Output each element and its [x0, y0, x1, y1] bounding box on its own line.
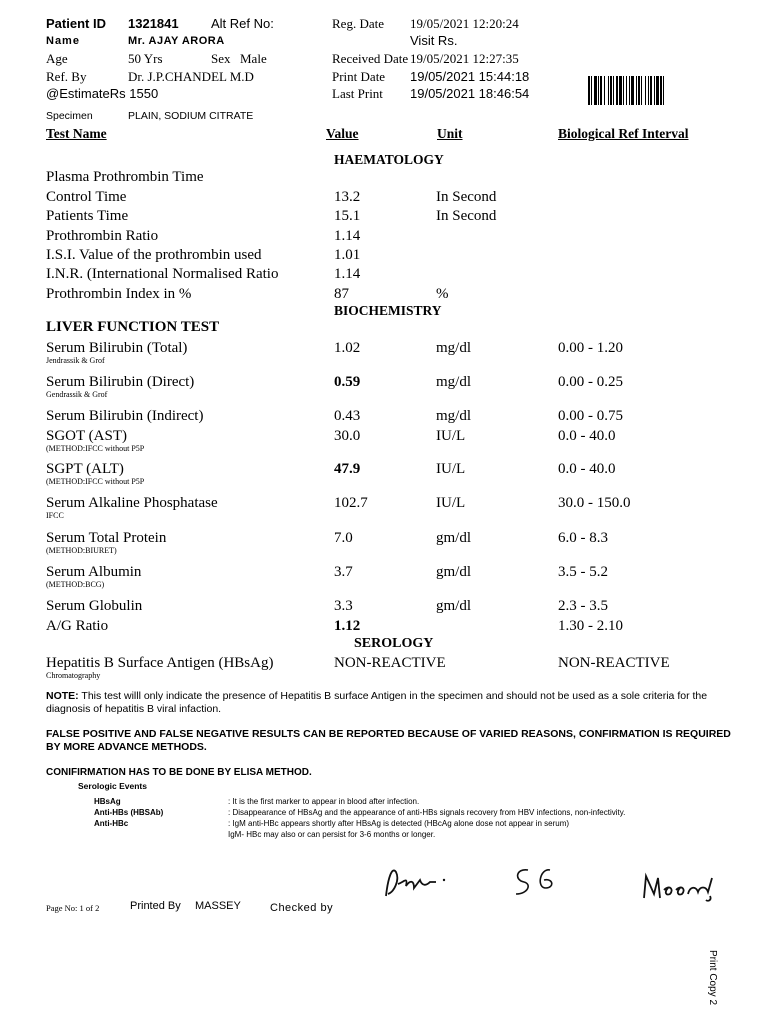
test-name: Serum Bilirubin (Total) — [46, 340, 188, 356]
test-name: I.N.R. (International Normalised Ratio — [46, 266, 279, 282]
received-date-value: 19/05/2021 12:27:35 — [410, 51, 519, 66]
event-description: : Disappearance of HBsAg and the appearance of anti-HBs signals recovery from HBV infections, non-infectivity. — [228, 808, 626, 817]
test-value: 30.0 — [334, 428, 361, 444]
event-description: : It is the first marker to appear in blood after infection. — [228, 797, 420, 806]
test-value: 7.0 — [334, 530, 353, 546]
test-value: 87 — [334, 286, 349, 302]
print-date-value: 19/05/2021 15:44:18 — [410, 69, 530, 84]
test-name: Plasma Prothrombin Time — [46, 169, 204, 185]
test-value: 1.12 — [334, 618, 361, 634]
test-name: Prothrombin Ratio — [46, 228, 159, 244]
test-value: 13.2 — [334, 189, 361, 205]
test-name: A/G Ratio — [46, 618, 109, 634]
section-liver-function-test: LIVER FUNCTION TEST — [46, 319, 220, 335]
confirmation-text: CONIFIRMATION HAS TO BE DONE BY ELISA METHOD. — [46, 767, 312, 778]
patient-name: Mr. AJAY ARORA — [128, 35, 225, 47]
test-unit: % — [436, 286, 449, 302]
test-value: 102.7 — [334, 495, 368, 511]
test-ref-interval: 0.0 - 40.0 — [558, 428, 616, 444]
test-method: (METHOD:BIURET) — [46, 546, 117, 555]
event-term: Anti-HBs (HBSAb) — [94, 808, 164, 817]
test-unit: mg/dl — [436, 340, 472, 356]
test-method: Chromatography — [46, 671, 101, 680]
printed-by-value: MASSEY — [195, 900, 241, 912]
test-name: Patients Time — [46, 208, 129, 224]
test-name: SGPT (ALT) — [46, 461, 124, 477]
test-value: 0.43 — [334, 408, 361, 424]
patient-id-label: Patient ID — [46, 16, 106, 31]
test-method: (METHOD:IFCC without P5P — [46, 477, 145, 486]
test-name: Serum Bilirubin (Indirect) — [46, 408, 204, 424]
test-unit: In Second — [436, 189, 497, 205]
section-biochemistry: BIOCHEMISTRY — [334, 303, 442, 318]
test-name: SGOT (AST) — [46, 428, 127, 444]
sex-value: Male — [240, 51, 267, 66]
test-name: Control Time — [46, 189, 127, 205]
serologic-events-title: Serologic Events — [78, 781, 147, 791]
event-term: Anti-HBc — [94, 819, 129, 828]
test-ref-interval: 3.5 - 5.2 — [558, 564, 608, 580]
signature-1 — [374, 858, 474, 904]
test-value: 47.9 — [334, 461, 361, 477]
page-number: Page No: 1 of 2 — [46, 903, 100, 913]
print-date-label: Print Date — [332, 69, 386, 84]
test-ref-interval: 0.00 - 0.25 — [558, 374, 623, 390]
test-value: 1.14 — [334, 228, 361, 244]
test-value: 3.3 — [334, 598, 353, 614]
ref-by-label: Ref. By — [46, 69, 87, 84]
test-method: IFCC — [46, 511, 64, 520]
test-ref-interval: 30.0 - 150.0 — [558, 495, 631, 511]
test-value: 1.14 — [334, 266, 361, 282]
age-label: Age — [46, 51, 68, 66]
test-value: 1.02 — [334, 340, 361, 356]
test-value: 15.1 — [334, 208, 361, 224]
visit-label: Visit Rs. — [410, 33, 458, 48]
test-name: Serum Alkaline Phosphatase — [46, 495, 218, 511]
event-description: IgM- HBc may also or can persist for 3-6 months or longer. — [228, 830, 436, 839]
test-ref-interval: 2.3 - 3.5 — [558, 598, 608, 614]
test-value: NON-REACTIVE — [334, 655, 446, 671]
test-method: Jendrassik & Grof — [46, 356, 105, 365]
note-text: This test willl only indicate the presence of Hepatitis B surface Antigen in the specimen and should not be used as a sole criteria for the diagnosis of hepatitis B viral infaction. — [46, 690, 708, 715]
test-unit: mg/dl — [436, 408, 472, 424]
test-unit: mg/dl — [436, 374, 472, 390]
event-description: : IgM anti-HBc appears shortly after HBsAg is detected (HBcAg alone dose not appear in serum) — [228, 819, 570, 828]
col-test-name: Test Name — [46, 126, 107, 141]
specimen-label: Specimen — [46, 110, 93, 122]
test-unit: In Second — [436, 208, 497, 224]
test-name: Serum Total Protein — [46, 530, 167, 546]
test-ref-interval: 6.0 - 8.3 — [558, 530, 608, 546]
last-print-value: 19/05/2021 18:46:54 — [410, 86, 530, 101]
barcode — [588, 76, 704, 105]
test-method: (METHOD:IFCC without P5P — [46, 444, 145, 453]
received-date-label: Received Date — [332, 51, 409, 66]
test-ref-interval: 0.00 - 1.20 — [558, 340, 623, 356]
estimate: @EstimateRs 1550 — [46, 86, 159, 101]
signature-2 — [506, 860, 576, 900]
printed-by-label: Printed By — [130, 900, 181, 912]
col-ref-interval: Biological Ref Interval — [558, 126, 689, 141]
test-method: Gendrassik & Grof — [46, 390, 108, 399]
name-label: Name — [46, 35, 80, 47]
test-name: Prothrombin Index in % — [46, 286, 192, 302]
ref-by-value: Dr. J.P.CHANDEL M.D — [128, 69, 254, 84]
note-label: NOTE: — [46, 690, 79, 702]
signature-3 — [636, 864, 726, 904]
test-name: Serum Bilirubin (Direct) — [46, 374, 195, 390]
test-ref-interval: 0.0 - 40.0 — [558, 461, 616, 477]
test-ref-interval: 1.30 - 2.10 — [558, 618, 623, 634]
specimen-value: PLAIN, SODIUM CITRATE — [128, 110, 254, 122]
sex-label: Sex — [211, 51, 231, 66]
warning-text: FALSE POSITIVE AND FALSE NEGATIVE RESULTS CAN BE REPORTED BECAUSE OF VARIED REASONS, CONFIRMATION IS REQUIRED BY MORE ADVANCE METHODS. — [46, 728, 731, 753]
test-name: Hepatitis B Surface Antigen (HBsAg) — [46, 655, 274, 671]
last-print-label: Last Print — [332, 86, 383, 101]
test-method: (METHOD:BCG) — [46, 580, 105, 589]
col-unit: Unit — [437, 126, 463, 141]
test-unit: IU/L — [436, 495, 466, 511]
patient-id-value: 1321841 — [128, 16, 179, 31]
reg-date-value: 19/05/2021 12:20:24 — [410, 16, 519, 31]
test-name: I.S.I. Value of the prothrombin used — [46, 247, 262, 263]
print-copy-label: Print Copy 2 — [707, 950, 718, 1006]
test-name: Serum Albumin — [46, 564, 142, 580]
test-value: 1.01 — [334, 247, 361, 263]
test-unit: IU/L — [436, 461, 466, 477]
test-name: Serum Globulin — [46, 598, 143, 614]
test-unit: gm/dl — [436, 598, 472, 614]
checked-by-label: Checked by — [270, 902, 334, 914]
alt-ref-label: Alt Ref No: — [211, 16, 274, 31]
section-serology: SEROLOGY — [354, 636, 434, 651]
test-unit: IU/L — [436, 428, 466, 444]
event-term: HBsAg — [94, 797, 121, 806]
reg-date-label: Reg. Date — [332, 16, 384, 31]
test-value: 0.59 — [334, 374, 361, 390]
test-value: 3.7 — [334, 564, 353, 580]
test-unit: gm/dl — [436, 564, 472, 580]
note-paragraph — [46, 690, 738, 716]
test-ref-interval: 0.00 - 0.75 — [558, 408, 623, 424]
test-ref-interval: NON-REACTIVE — [558, 655, 670, 671]
test-unit: gm/dl — [436, 530, 472, 546]
age-value: 50 Yrs — [128, 51, 163, 66]
section-haematology: HAEMATOLOGY — [334, 152, 444, 167]
col-value: Value — [326, 126, 359, 141]
